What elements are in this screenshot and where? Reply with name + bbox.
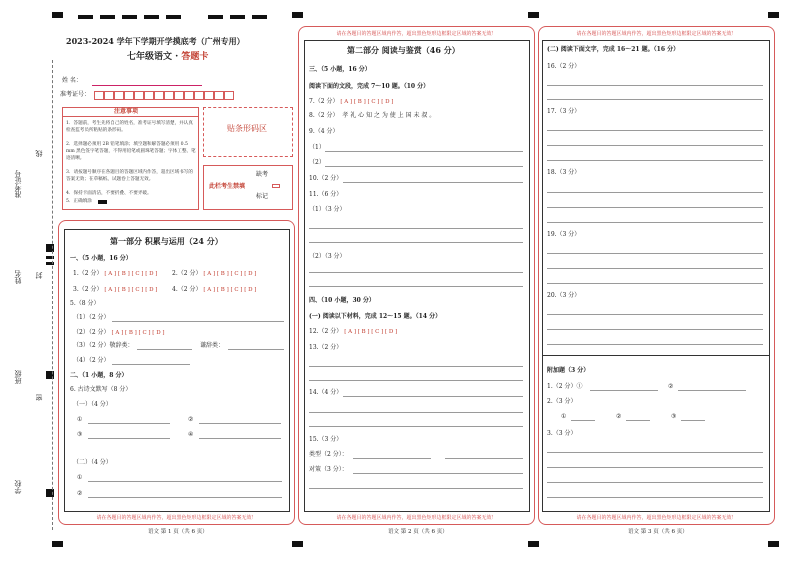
part1-title: 第一部分 积累与运用（24 分） — [110, 236, 223, 246]
position-mark — [292, 541, 303, 547]
id-digit-box[interactable] — [164, 91, 174, 100]
q14-answer[interactable] — [309, 426, 523, 427]
position-mark — [528, 12, 539, 18]
q19-answer[interactable] — [547, 253, 763, 254]
q11-2-label: （2）（3 分） — [309, 253, 346, 260]
q11-1-label: （1）（3 分） — [309, 206, 346, 213]
q6-answer[interactable] — [88, 423, 170, 424]
q6-circ: ① — [77, 474, 83, 481]
q6-circ: ② — [188, 416, 194, 423]
sidebar-school-label: 学校 — [14, 480, 22, 494]
q15-type-answer[interactable] — [445, 458, 523, 459]
q17-answer[interactable] — [547, 130, 763, 131]
q9-1-answer[interactable] — [325, 151, 523, 152]
q5-2-options[interactable]: [ A ] [ B ] [ C ] [ D ] — [111, 330, 165, 336]
section1-title: 一、（5 小题，16 分） — [70, 255, 132, 262]
q9-label: 9.（4 分） — [309, 128, 339, 135]
q13-label: 13.（2 分） — [309, 344, 343, 351]
q2-options[interactable]: [ A ] [ B ] [ C ] [ D ] — [203, 271, 257, 277]
id-digit-box[interactable] — [114, 91, 124, 100]
name-field[interactable] — [92, 85, 202, 86]
q5-4-answer[interactable] — [112, 364, 190, 365]
q6-2-label: （二）（4 分） — [73, 459, 112, 466]
q11-2-answer[interactable] — [309, 272, 523, 273]
q17-answer[interactable] — [547, 160, 763, 161]
position-mark — [144, 15, 159, 19]
q5-1-answer[interactable] — [112, 321, 284, 322]
section4-title: 四、（10 小题，30 分） — [309, 297, 375, 304]
q7-options[interactable]: [ A ] [ B ] [ C ] [ D ] — [340, 99, 394, 105]
e1-answer[interactable] — [590, 390, 658, 391]
q17-answer[interactable] — [547, 145, 763, 146]
absent-label: 缺考 — [256, 171, 269, 178]
absent-checkbox[interactable] — [272, 184, 280, 188]
page-subtitle: 七年级语文 · 答题卡 — [127, 52, 209, 62]
q11-1-answer[interactable] — [309, 228, 523, 229]
position-mark — [78, 15, 93, 19]
q1-label: 1.（2 分） [ A ] [ B ] [ C ] [ D ] — [73, 270, 158, 277]
notice-item: 1．答题前，考生先将自己的姓名，准考证号填写清楚，并认真检查监考员所粘贴的条形码。 — [66, 121, 193, 134]
q3-label: 3.（2 分） [ A ] [ B ] [ C ] [ D ] — [73, 286, 158, 293]
q14-answer[interactable] — [343, 396, 523, 397]
q15-strategy-answer[interactable] — [353, 473, 523, 474]
q20-answer[interactable] — [547, 329, 763, 330]
warning-text: 请在各题目的答题区域内作答，超出黑色矩形边框限定区域的答案无效！ — [576, 31, 737, 37]
warning-text: 请在各题目的答题区域内作答，超出黑色矩形边框限定区域的答案无效！ — [96, 515, 257, 521]
id-digit-box[interactable] — [144, 91, 154, 100]
q4-label: 4.（2 分） [ A ] [ B ] [ C ] [ D ] — [172, 286, 257, 293]
q14-answer[interactable] — [309, 412, 523, 413]
q7-label: 7.（2 分） [ A ] [ B ] [ C ] [ D ] — [309, 98, 394, 105]
e2-circ: ③ — [671, 413, 677, 420]
q10-label: 10.（2 分） — [309, 175, 343, 182]
absent-mark-label: 标记 — [256, 193, 269, 200]
e3-answer[interactable] — [547, 497, 763, 498]
e2-answer[interactable] — [626, 420, 650, 421]
page-title: 2023-2024 学年下学期开学摸底考（广州专用） — [66, 36, 245, 46]
e2-label: 2.（3 分） — [547, 398, 577, 405]
q9-1-label: （1） — [309, 144, 325, 151]
binding-dashed-line — [52, 60, 53, 530]
read2-intro: (一) 阅读以下材料，完成 12～15 题。（14 分） — [309, 313, 442, 320]
sidebar-name-label: 姓名 — [14, 270, 22, 284]
e2-answer[interactable] — [681, 420, 705, 421]
q18-answer[interactable] — [547, 207, 763, 208]
e1-answer[interactable] — [678, 390, 746, 391]
footer-page3: 语文 第 3 页（共 6 页） — [628, 529, 688, 535]
q15-strategy-label: 对策（3 分）： — [309, 466, 348, 473]
notice-item: 4．保持卡面清洁，不要折叠、不要弄破。 — [66, 191, 152, 196]
name-label: 姓 名： — [62, 77, 82, 84]
sidebar-line-label: 线 — [35, 150, 43, 157]
id-digit-box[interactable] — [154, 91, 164, 100]
warning-text: 请在各题目的答题区域内作答，超出黑色矩形边框限定区域的答案无效！ — [336, 31, 497, 37]
position-mark — [100, 15, 115, 19]
notice-item: 5．正确填涂 — [66, 199, 92, 204]
e1-label-b: ② — [668, 383, 674, 390]
footer-page1: 语文 第 1 页（共 6 页） — [148, 529, 208, 535]
sidebar-seal-label: 封 — [35, 272, 43, 279]
extra-divider — [542, 355, 770, 356]
q12-label: 12.（2 分） [ A ] [ B ] [ C ] [ D ] — [309, 328, 398, 335]
position-mark — [166, 15, 181, 19]
q18-answer[interactable] — [547, 192, 763, 193]
section2-title: 二、（1 小题，8 分） — [70, 372, 128, 379]
q1-options[interactable]: [ A ] [ B ] [ C ] [ D ] — [104, 271, 158, 277]
position-mark — [252, 15, 267, 19]
q15-label: 15.（3 分） — [309, 436, 343, 443]
q6-label: 6. 古诗文默写（8 分） — [70, 386, 132, 393]
e2-answer[interactable] — [571, 420, 595, 421]
e3-answer[interactable] — [547, 482, 763, 483]
q6-1-label: （一）（4 分） — [73, 401, 112, 408]
id-digit-box[interactable] — [184, 91, 194, 100]
q8-label: 8.（2 分） 孝 礼 心 知 之 为 使 上 国 未 叔 。 — [309, 112, 436, 119]
position-mark — [208, 15, 223, 19]
fill-sample — [98, 200, 107, 204]
q15-type-label: 类型（2 分）： — [309, 451, 348, 458]
q15-type-answer[interactable] — [353, 458, 431, 459]
q2-label: 2.（2 分） [ A ] [ B ] [ C ] [ D ] — [172, 270, 257, 277]
position-mark — [528, 541, 539, 547]
q5-2-label: （2）（2 分） [ A ] [ B ] [ C ] [ D ] — [73, 329, 165, 336]
position-mark — [52, 12, 63, 18]
id-digit-box[interactable] — [224, 91, 234, 100]
read1-intro: 阅读下面的文段，完成 7～10 题。（10 分） — [309, 83, 430, 90]
q5-3-label: （3）（2 分）敬辞类： — [73, 342, 134, 349]
id-digit-box[interactable] — [134, 91, 144, 100]
position-mark — [768, 12, 779, 18]
e3-answer[interactable] — [547, 467, 763, 468]
id-label: 准考证号： — [60, 91, 91, 98]
q16-answer[interactable] — [547, 99, 763, 100]
q5-1-label: （1）（2 分） — [73, 314, 110, 321]
q20-label: 20.（3 分） — [547, 292, 581, 299]
q4-options[interactable]: [ A ] [ B ] [ C ] [ D ] — [203, 287, 257, 293]
position-mark — [230, 15, 245, 19]
q5-label: 5.（8 分） — [70, 300, 100, 307]
q6-answer[interactable] — [88, 438, 170, 439]
q5-4-label: （4）（2 分） — [73, 357, 110, 364]
q6-circ: ③ — [77, 431, 83, 438]
q6-2-answer[interactable] — [88, 497, 282, 498]
q19-label: 19.（3 分） — [547, 231, 581, 238]
e2-circ: ② — [616, 413, 622, 420]
e1-label: 1.（2 分）① — [547, 383, 583, 390]
q9-2-label: （2） — [309, 159, 325, 166]
q20-answer[interactable] — [547, 344, 763, 345]
e3-answer[interactable] — [547, 452, 763, 453]
e3-label: 3.（3 分） — [547, 430, 577, 437]
id-digit-box[interactable] — [204, 91, 214, 100]
q12-options[interactable]: [ A ] [ B ] [ C ] [ D ] — [344, 329, 398, 335]
position-mark — [122, 15, 137, 19]
q18-answer[interactable] — [547, 222, 763, 223]
barcode-label: 贴条形码区 — [227, 124, 267, 133]
q5-3-answer-b[interactable] — [228, 349, 284, 350]
q19-answer[interactable] — [547, 268, 763, 269]
warning-text: 请在各题目的答题区域内作答，超出黑色矩形边框限定区域的答案无效！ — [336, 515, 497, 521]
read3-intro: (二) 阅读下面文字，完成 16～21 题。（16 分） — [547, 46, 680, 53]
q3-options[interactable]: [ A ] [ B ] [ C ] [ D ] — [104, 287, 158, 293]
section3-title: 三、（5 小题，16 分） — [309, 66, 371, 73]
position-mark — [292, 12, 303, 18]
q20-answer[interactable] — [547, 314, 763, 315]
q6-circ: ① — [77, 416, 83, 423]
q16-answer[interactable] — [547, 85, 763, 86]
q11-label: 11.（6 分） — [309, 191, 343, 198]
notice-title: 注意事项 — [114, 108, 139, 115]
q15-strategy-answer[interactable] — [309, 488, 523, 489]
q6-2-answer[interactable] — [88, 481, 282, 482]
e2-circ: ① — [561, 413, 567, 420]
q19-answer[interactable] — [547, 283, 763, 284]
q17-label: 17.（3 分） — [547, 108, 581, 115]
q11-2-answer[interactable] — [309, 286, 523, 287]
q11-1-answer[interactable] — [309, 242, 523, 243]
q6-circ: ④ — [188, 431, 194, 438]
q5-3-label-b: 谦辞类： — [200, 342, 225, 349]
sidebar-class-label: 班级 — [14, 370, 22, 384]
id-digit-box[interactable] — [124, 91, 134, 100]
sidebar-dense-label: 密 — [35, 394, 43, 401]
absent-forbidden: 此栏考生禁填 — [209, 183, 246, 190]
id-digit-box[interactable] — [94, 91, 104, 100]
q18-label: 18.（3 分） — [547, 169, 581, 176]
footer-page2: 语文 第 2 页（共 6 页） — [388, 529, 448, 535]
q9-2-answer[interactable] — [325, 166, 523, 167]
sidebar-id-label: 准考证号 — [14, 170, 22, 198]
notice-item: 3．请按题号顺序在各题目的答题区域内作答，超出区域书写的答案无效；在草稿纸、试题卷上答题无效。 — [66, 170, 193, 183]
q10-answer[interactable] — [343, 182, 523, 183]
q16-label: 16.（2 分） — [547, 63, 581, 70]
id-digit-box[interactable] — [174, 91, 184, 100]
notice-item: 2．选择题必须用 2B 铅笔填涂；填空题和解答题必须用 0.5 mm 黑色签字笔答题，不得用铅笔或圆珠笔答题；字体工整、笔迹清晰。 — [66, 142, 196, 162]
id-digit-box[interactable] — [104, 91, 114, 100]
q13-answer[interactable] — [309, 380, 523, 381]
extra-title: 附加题（3 分） — [547, 367, 590, 374]
id-digit-box[interactable] — [194, 91, 204, 100]
q6-circ: ② — [77, 490, 83, 497]
q6-answer[interactable] — [199, 423, 281, 424]
position-mark — [768, 541, 779, 547]
id-digit-box[interactable] — [214, 91, 224, 100]
q13-answer[interactable] — [309, 366, 523, 367]
position-mark — [52, 541, 63, 547]
warning-text: 请在各题目的答题区域内作答，超出黑色矩形边框限定区域的答案无效！ — [576, 515, 737, 521]
q5-3-answer-a[interactable] — [137, 349, 192, 350]
q6-answer[interactable] — [199, 438, 281, 439]
part2-title: 第二部分 阅读与鉴赏（46 分） — [347, 45, 460, 55]
q14-label: 14.（4 分） — [309, 389, 343, 396]
